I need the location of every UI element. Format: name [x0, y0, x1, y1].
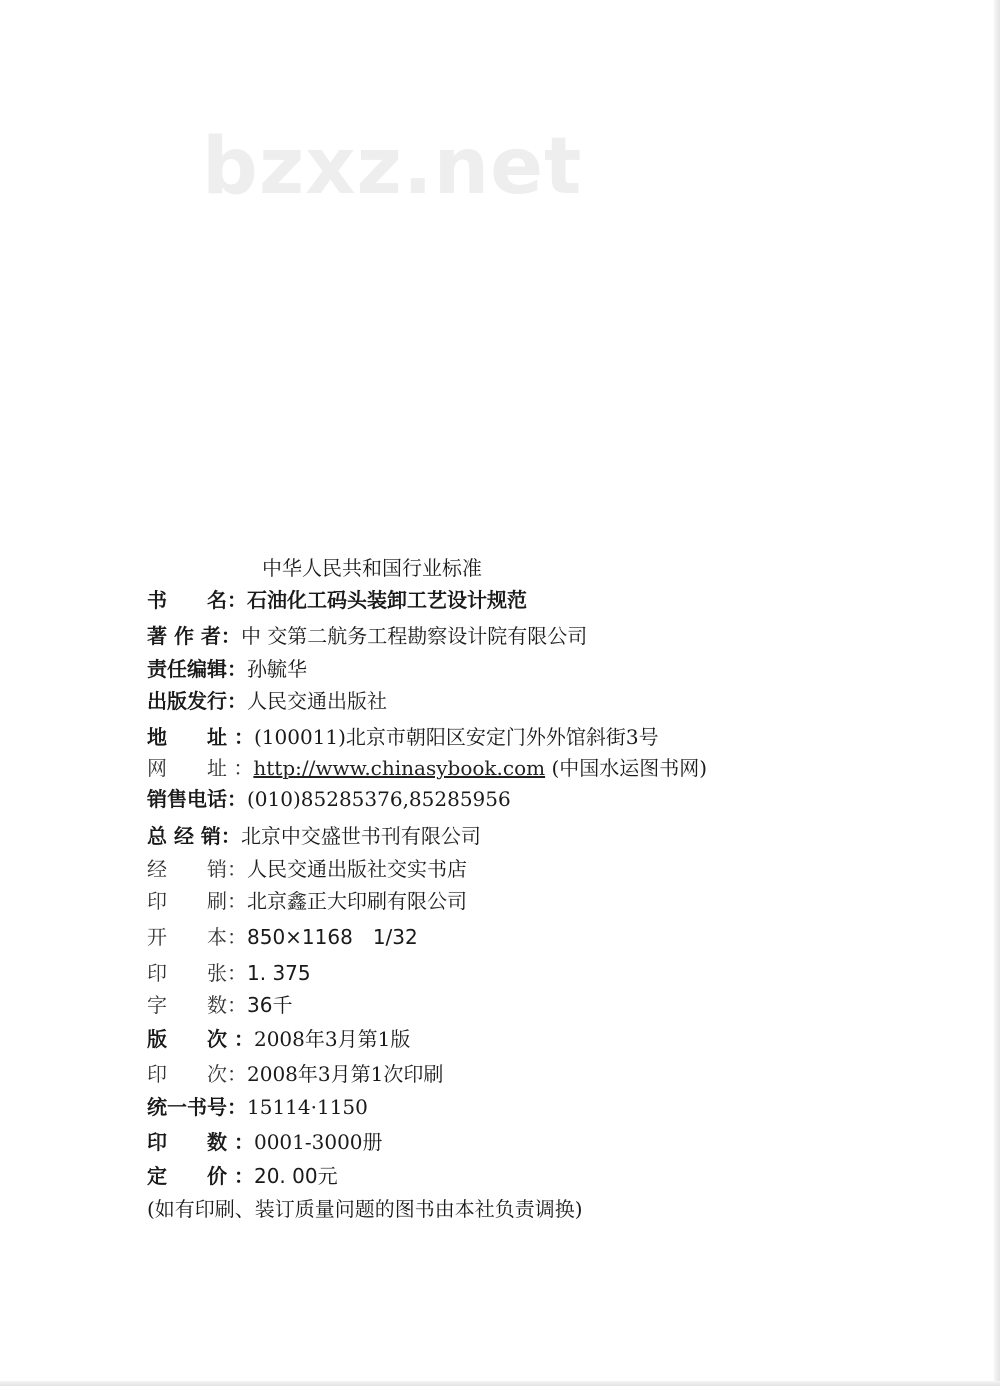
- row-label: 印 张：: [147, 961, 247, 985]
- quality-note: (如有印刷、装订质量问题的图书由本社负责调换): [147, 1197, 583, 1221]
- printer-value: 北京鑫正大印刷有限公司: [247, 889, 467, 913]
- editor-value: 孙毓华: [247, 657, 307, 681]
- row-isbn: [147, 1093, 368, 1121]
- word-count-value: 36千: [247, 993, 293, 1017]
- row-label: 开 本：: [147, 925, 247, 949]
- row-distributor: [147, 822, 481, 850]
- publisher-value: 人民交通出版社: [247, 689, 387, 713]
- row-sales-phone: [147, 785, 511, 813]
- row-word-count: [147, 991, 292, 1019]
- row-printer: [147, 887, 467, 915]
- retailer-value: 人民交通出版社交实书店: [247, 857, 467, 881]
- row-author: [147, 622, 587, 650]
- row-label: 定 价 ：: [147, 1164, 254, 1188]
- row-price: [147, 1162, 338, 1190]
- row-label: 地 址 ：: [147, 725, 254, 749]
- print-run-value: 0001-3000册: [253, 1130, 383, 1154]
- page-edge-shadow: [994, 0, 1000, 1386]
- row-label: 著 作 者：: [147, 624, 241, 648]
- row-label: 责任编辑：: [147, 657, 247, 681]
- price-value: 20. 00元: [253, 1164, 338, 1188]
- row-book-title: [147, 586, 527, 614]
- website-note: (中国水运图书网): [545, 756, 708, 780]
- website-link[interactable]: http://www.chinasybook.com: [253, 756, 546, 780]
- isbn-value: 15114·1150: [247, 1095, 368, 1119]
- address-value: (100011)北京市朝阳区安定门外外馆斜街3号: [253, 725, 659, 749]
- distributor-value: 北京中交盛世书刊有限公司: [240, 824, 481, 848]
- printing-value: 2008年3月第1次印刷: [247, 1062, 444, 1086]
- row-label: 版 次 ：: [147, 1027, 254, 1051]
- row-label: 印 次：: [147, 1062, 247, 1086]
- row-printing: [147, 1060, 443, 1088]
- book-title-value: 石油化工码头装卸工艺设计规范: [247, 588, 527, 612]
- row-label: 统一书号：: [147, 1095, 247, 1119]
- sales-phone-value: (010)85285376,85285956: [247, 787, 511, 811]
- row-label: 销售电话：: [147, 787, 247, 811]
- row-address: [147, 723, 659, 751]
- row-website: [147, 754, 707, 782]
- row-edition: [147, 1025, 410, 1053]
- row-format: [147, 923, 418, 951]
- author-value: 中 交第二航务工程勘察设计院有限公司: [240, 624, 588, 648]
- standard-series-title: 中华人民共和国行业标准: [262, 556, 482, 580]
- row-editor: [147, 655, 307, 683]
- row-label: 出版发行：: [147, 689, 247, 713]
- page-bottom-shadow: [0, 1381, 1000, 1386]
- row-label: 印 刷：: [147, 889, 247, 913]
- watermark: bzxz.net: [202, 122, 583, 212]
- row-retailer: [147, 855, 467, 883]
- row-print-run: [147, 1128, 383, 1156]
- edition-value: 2008年3月第1版: [253, 1027, 411, 1051]
- format-value: 850×1168 1/32: [247, 925, 418, 949]
- row-label: 印 数 ：: [147, 1130, 254, 1154]
- row-label: 经 销：: [147, 857, 247, 881]
- row-label: 书 名：: [147, 588, 247, 612]
- row-label: 字 数：: [147, 993, 247, 1017]
- print-sheets-value: 1. 375: [247, 961, 311, 985]
- row-label: 网 址 ：: [147, 756, 254, 780]
- row-label: 总 经 销：: [147, 824, 241, 848]
- row-publisher: [147, 687, 387, 715]
- row-print-sheets: [147, 959, 311, 987]
